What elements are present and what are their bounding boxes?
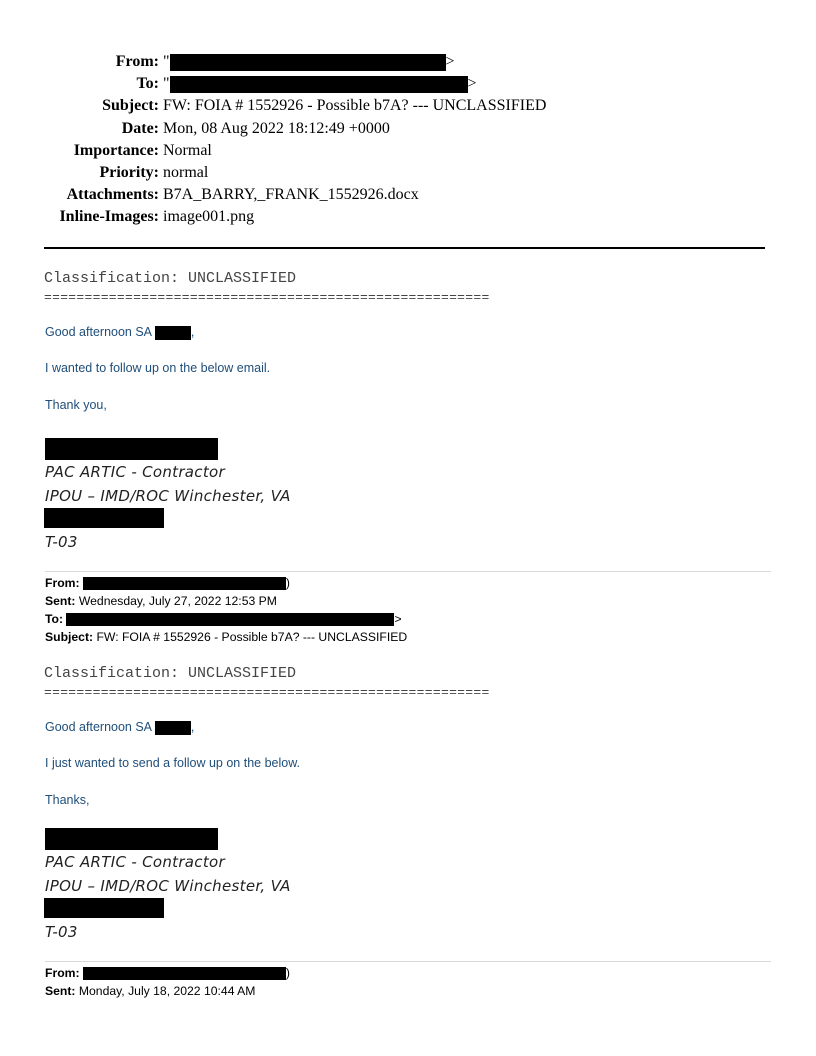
header-to-bracket: > [467, 75, 477, 93]
forward-sent-label: Sent: [45, 594, 76, 608]
redaction-box [45, 438, 218, 460]
header-importance-value: Normal [163, 141, 212, 159]
forward-from-line [45, 966, 290, 980]
forward-from-paren: ) [285, 966, 290, 980]
forward-sent-label: Sent: [45, 984, 76, 998]
greeting-comma: , [190, 325, 195, 339]
greeting-line [45, 719, 194, 735]
forward-subject-label: Subject: [45, 630, 94, 644]
redaction-box [155, 326, 191, 340]
signature-office: IPOU – IMD/ROC Winchester, VA [45, 487, 291, 505]
header-inline-images-value: image001.png [163, 208, 255, 226]
classification-banner: Classification: UNCLASSIFIED [44, 665, 297, 682]
greeting-text: Good afternoon SA [45, 325, 152, 339]
closing-line: Thank you, [45, 398, 107, 412]
greeting-text: Good afternoon SA [45, 720, 152, 734]
greeting-line [45, 324, 194, 340]
forward-subject-line [45, 630, 407, 644]
header-from-quote: " [163, 53, 170, 70]
forward-from-paren: ) [285, 576, 290, 590]
header-to-label: To: [136, 75, 159, 93]
redaction-box [83, 577, 286, 590]
redaction-box [45, 828, 218, 850]
header-attachments-label: Attachments: [66, 186, 159, 204]
header-inline-images-label: Inline-Images: [59, 208, 159, 226]
classification-banner: Classification: UNCLASSIFIED [44, 270, 297, 287]
header-subject-row [0, 95, 816, 117]
header-date-label: Date: [121, 119, 159, 137]
forward-sent-value: Monday, July 18, 2022 10:44 AM [78, 984, 256, 998]
header-subject-label: Subject: [102, 97, 159, 115]
redaction-box [83, 967, 286, 980]
classification-rule: ======================================================= [44, 685, 490, 700]
redaction-box [155, 721, 191, 735]
greeting-comma: , [190, 720, 195, 734]
forward-from-line [45, 576, 290, 590]
signature-code: T-03 [45, 533, 78, 551]
redaction-box [170, 54, 446, 71]
header-importance-row [0, 140, 816, 162]
forward-to-line [45, 612, 402, 626]
email-header [0, 51, 816, 229]
header-subject-value: FW: FOIA # 1552926 - Possible b7A? --- UNCLASSIFIED [163, 97, 547, 115]
forward-subject-value: FW: FOIA # 1552926 - Possible b7A? --- UNCLASSIFIED [96, 630, 408, 644]
header-to-row [0, 73, 816, 95]
classification-rule: ======================================================= [44, 290, 490, 305]
header-from-value [163, 51, 455, 73]
header-from-bracket: > [445, 53, 455, 70]
redaction-box [44, 508, 164, 528]
closing-line: Thanks, [45, 793, 90, 807]
body-line: I just wanted to send a follow up on the below. [45, 756, 301, 770]
header-to-value [163, 73, 477, 95]
header-date-row [0, 118, 816, 140]
header-importance-label: Importance: [73, 141, 159, 159]
header-attachments-row [0, 184, 816, 206]
redaction-box [170, 76, 468, 93]
header-attachments-value: B7A_BARRY,_FRANK_1552926.docx [163, 186, 419, 204]
signature-title: PAC ARTIC - Contractor [45, 853, 225, 871]
forward-sent-line [45, 984, 255, 998]
header-date-value: Mon, 08 Aug 2022 18:12:49 +0000 [163, 119, 390, 137]
message-separator [45, 961, 771, 962]
header-to-quote: " [163, 75, 170, 93]
header-divider [44, 247, 765, 249]
forward-sent-value: Wednesday, July 27, 2022 12:53 PM [78, 594, 277, 608]
signature-title: PAC ARTIC - Contractor [45, 463, 225, 481]
forward-from-label: From: [45, 966, 80, 980]
redaction-box [66, 613, 394, 626]
forward-to-label: To: [45, 612, 64, 626]
forward-sent-line [45, 594, 277, 608]
signature-office: IPOU – IMD/ROC Winchester, VA [45, 877, 291, 895]
message-separator [45, 571, 771, 572]
signature-code: T-03 [45, 923, 78, 941]
header-priority-row [0, 162, 816, 184]
redaction-box [44, 898, 164, 918]
forward-to-bracket: > [394, 612, 402, 626]
header-from-row [0, 51, 816, 73]
body-line: I wanted to follow up on the below email. [45, 361, 271, 375]
header-priority-label: Priority: [99, 163, 159, 181]
header-from-label: From: [115, 53, 159, 70]
header-priority-value: normal [163, 163, 209, 181]
forward-from-label: From: [45, 576, 80, 590]
header-inline-images-row [0, 206, 816, 228]
